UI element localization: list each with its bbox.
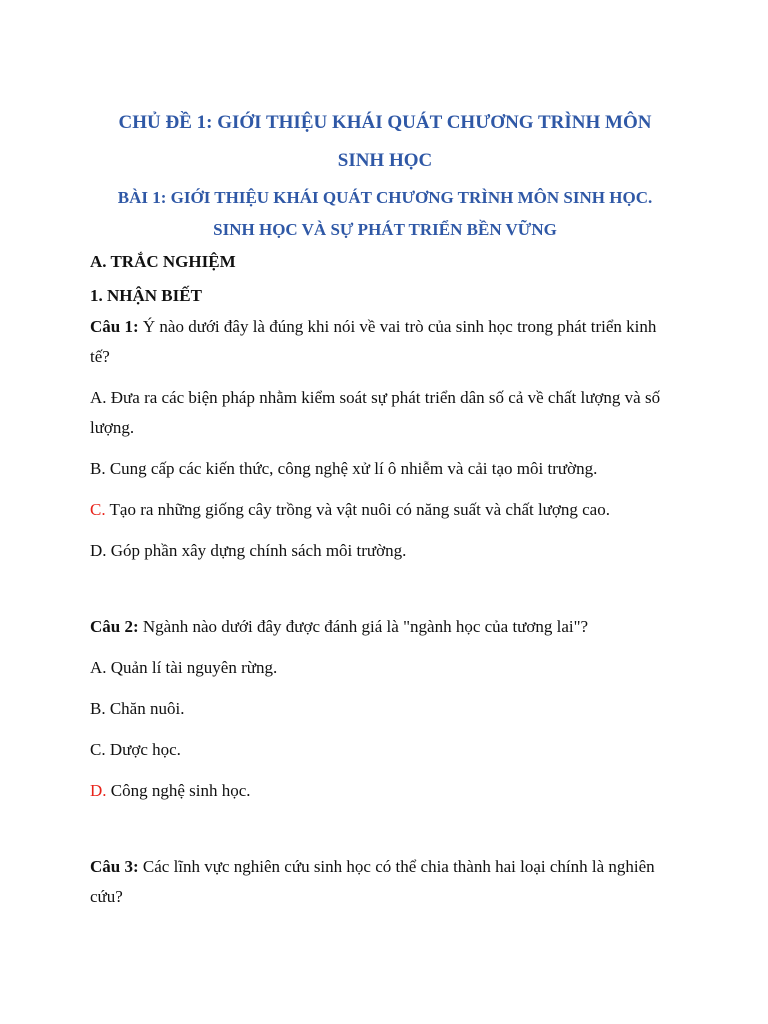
- option-text: Tạo ra những giống cây trồng và vật nuôi có năng suất và chất lượng cao.: [105, 500, 610, 519]
- option-text: Chăn nuôi.: [105, 699, 185, 718]
- question-label: Câu 3:: [90, 857, 139, 876]
- lesson-title-line2: SINH HỌC VÀ SỰ PHÁT TRIỂN BỀN VỮNG: [213, 220, 557, 239]
- correct-answer-letter: D.: [90, 781, 107, 800]
- question-1-option-a: [90, 383, 680, 443]
- option-text: Dược học.: [105, 740, 181, 759]
- chapter-title: CHỦ ĐỀ 1: GIỚI THIỆU KHÁI QUÁT CHƯƠNG TRÌNH MÔN SINH HỌC: [118, 112, 652, 171]
- option-text: Cung cấp các kiến thức, công nghệ xử lí ô nhiễm và cải tạo môi trường.: [105, 459, 598, 478]
- lesson-title: [90, 182, 680, 246]
- question-1-option-d: [90, 536, 680, 566]
- spacer: [90, 806, 680, 848]
- sub-heading: 1. NHẬN BIẾT: [90, 286, 202, 305]
- question-2: [90, 612, 680, 642]
- spacer: [90, 566, 680, 608]
- question-2-option-a: [90, 653, 680, 683]
- option-letter: A.: [90, 658, 107, 677]
- question-2-option-b: [90, 694, 680, 724]
- question-1-option-b: [90, 454, 680, 484]
- question-2-option-d: [90, 776, 680, 806]
- question-text: Ý nào dưới đây là đúng khi nói về vai trò của sinh học trong phát triển kinh tế?: [90, 317, 657, 366]
- option-text: Công nghệ sinh học.: [106, 781, 251, 800]
- section-heading: A. TRẮC NGHIỆM: [90, 252, 236, 271]
- correct-answer-letter: C.: [90, 500, 106, 519]
- question-2-option-c: [90, 735, 680, 765]
- question-label: Câu 1:: [90, 317, 139, 336]
- lesson-title-line1: BÀI 1: GIỚI THIỆU KHÁI QUÁT CHƯƠNG TRÌNH MÔN SINH HỌC.: [117, 188, 653, 207]
- option-letter: B.: [90, 699, 106, 718]
- question-1-option-c: [90, 495, 680, 525]
- question-1: [90, 312, 680, 372]
- option-text: Quản lí tài nguyên rừng.: [106, 658, 278, 677]
- option-letter: C.: [90, 740, 106, 759]
- option-letter: B.: [90, 459, 106, 478]
- option-text: Đưa ra các biện pháp nhằm kiểm soát sự phát triển dân số cả về chất lượng và số lượng.: [90, 388, 661, 437]
- option-letter: D.: [90, 541, 107, 560]
- question-text: Ngành nào dưới đây được đánh giá là "ngành học của tương lai"?: [138, 617, 589, 636]
- option-letter: A.: [90, 388, 107, 407]
- question-3: [90, 852, 680, 912]
- question-text: Các lĩnh vực nghiên cứu sinh học có thể chia thành hai loại chính là nghiên cứu?: [90, 857, 655, 906]
- question-label: Câu 2:: [90, 617, 139, 636]
- option-text: Góp phần xây dựng chính sách môi trường.: [106, 541, 407, 560]
